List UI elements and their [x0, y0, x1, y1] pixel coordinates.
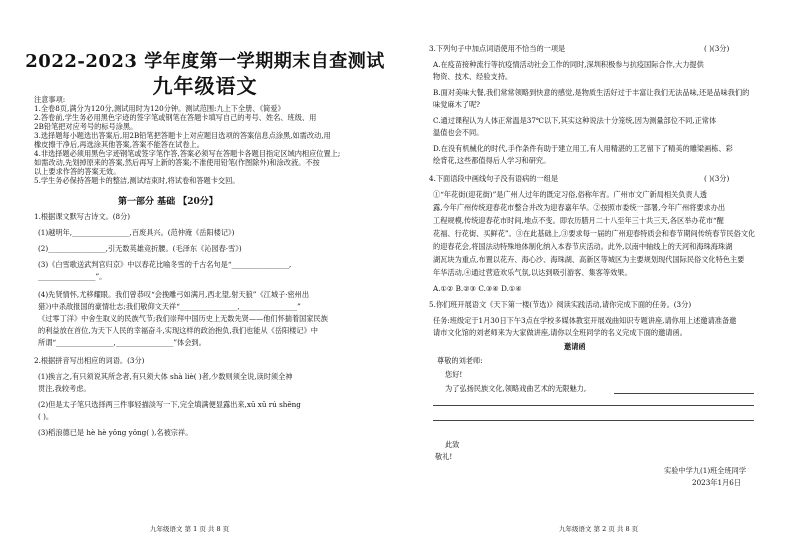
q4-score: ( )(3分) [704, 174, 730, 183]
q2-item: 贯注,我较考虑。 [38, 384, 91, 393]
q1-item: (3)《白雪歌送武判官归京》中以春花比喻冬雪的千古名句是“________________, [38, 260, 292, 269]
q1-item: 猎》)中杀敌报国的豪情壮志;我们敬仰文天祥“________________,________________” [38, 302, 301, 311]
q3-option: 绘背花,这些都值得后人学习和研究。 [433, 156, 551, 165]
letter-salutation: 尊敬的刘老师: [437, 356, 483, 365]
letter-close: 此致 [445, 440, 460, 449]
q2-item: (3)稻浪德已是 hè hè yǒng yǒng( ),名被宗祥。 [38, 428, 193, 437]
section-heading: 第一部分 基础 【20分】 [118, 197, 218, 207]
q3-score: ( )(3分) [704, 44, 730, 53]
q3-option: D.在没有机械化的时代,手作条件有助于建立用工,有人用精湛的工艺留下了精美的雕梁画栋、彩 [433, 144, 733, 153]
letter-answer-line[interactable] [433, 405, 754, 406]
q3-option: 温值也会不同。 [433, 128, 484, 137]
question-1: 1.根据课文默写古诗文。(8分) [34, 212, 131, 221]
letter-date: 2023年1月6日 [692, 478, 742, 487]
q3-option: A.在疫苗接种流行等抗疫情活动社会工作的同时,深圳积极参与抗疫国际合作,大力提供 [433, 60, 704, 69]
q4-options: A.①② B.②③ C.③④ D.①④ [433, 284, 522, 293]
question-4: 4.下面语段中画线句子没有语病的一组是 [429, 174, 559, 183]
page-footer: 九年级语文 第 1 页 共 8 页 [150, 525, 230, 533]
notice-line: 以上要求作答的答案无效。 [34, 167, 121, 176]
letter-answer-line[interactable] [614, 393, 754, 394]
question-3: 3.下列句子中加点词语使用不恰当的一项是 [429, 44, 566, 53]
q3-option: 物资、技术、经验支持。 [433, 72, 513, 81]
q1-item: (1)越明年,________________,百废具兴。(范仲淹《岳阳楼记》) [38, 228, 235, 237]
q1-item: (2)________________,引无数英雄竞折腰。(毛泽东《沁园春·雪》) [38, 244, 242, 253]
notice-line: 橡皮擦干净后,再选涂其他答案,答案不能答在试卷上。 [34, 140, 204, 149]
q2-item: (2)但是太子笔只选择两三件事轻描淡写一下,完全填满便显露出来,xū xū rú shēng [38, 400, 301, 409]
q5-task-line: 任务:班级定于1月30日下午3点在学校多媒体教室开展戏曲知识专题讲座,请你用上述邀请准备邀 [433, 316, 737, 325]
notice-line: 2B铅笔把对应考号的标号涂黑。 [34, 122, 138, 131]
letter-close: 敬礼! [435, 452, 453, 461]
letter-greeting: 您好! [445, 370, 463, 379]
q3-option: C.通过课程认为人体正常温是37℃以下,其实这种说法十分笼统,因为测量部位不同,正常体 [433, 116, 717, 125]
letter-title: 邀请函 [564, 342, 586, 351]
notice-line: 如需改动,先划掉原来的答案,然后再写上新的答案;不准使用铅笔(作图除外)和涂改液。不按 [34, 158, 320, 167]
q1-item: 的利益放在首位,为天下人民的幸福奋斗,实现这样的政治抱负,我们也能从《岳阳楼记》中 [38, 326, 318, 335]
q1-item: (4)先贤情怀,尤移耀眼。我们曾恭叹“会挽雕弓如满月,西北望,射天狼”《江城子·密州出 [38, 290, 310, 299]
q4-paragraph-line: 花福、行花街、买鲜花”。③在此基础上,③要求每一届的广州迎春特质会和春节期间传统春节民俗文化 [433, 229, 756, 238]
notice-line: 5.学生务必保持答题卡的整洁,测试结束时,将试卷和答题卡交回。 [34, 176, 240, 185]
notice-line: 2.答卷前,学生务必用黑色字迹的签字笔或钢笔在答题卡填写自己的考号、姓名、班级、用 [34, 113, 317, 122]
q2-item: (1)换言之,有只须说其所念者,有只须大体 shà liè( )者,少数则须全说,读时须全神 [38, 372, 293, 381]
exam-title: 2022-2023 学年度第一学期期末自查测试 [25, 51, 385, 72]
letter-body-start: 为了弘扬民族文化,领略戏曲艺术的无限魅力, [445, 384, 587, 393]
notice-line: 1.全卷8页,满分为120分,测试用时为120分钟。测试范围:九上下全册、《简爱》 [34, 104, 285, 113]
q4-paragraph-line: 年华活动,④通过营造欢乐气氛,以达到吸引游客、集客等效果。 [433, 268, 632, 277]
letter-signature: 实验中学九(1)班全班同学 [664, 466, 747, 475]
q3-option: B.面对美味大餐,我们常常领略到快意的感觉,是物质生活好过于丰富让我们无法品味,还是品味我们的 [433, 88, 750, 97]
q1-item: 所谓“________________,________________”体会到。 [38, 338, 206, 347]
q3-option: 味觉麻木了呢? [433, 100, 480, 109]
q4-paragraph-line: 的迎春花会,将国法动特殊地体制化纳入本春节庆活动。此外,以南中轴线上的天河和海珠海珠湖 [433, 242, 733, 251]
page-footer: 九年级语文 第 2 页 共 8 页 [559, 525, 639, 533]
q1-item: 《过零丁洋》中舍生取义的民族气节;我们崇拜中国历史上无数先贤——他们怀揣着国家民族 [38, 314, 328, 323]
q5-task-line: 请市文化馆的刘老师来为大家做讲座,请你以全班同学的名义完成下面的邀请函。 [433, 328, 687, 337]
notice-line: 3.选择题每小题选出答案后,用2B铅笔把答题卡上对应题目选项的答案信息点涂黑,如需改动,用 [34, 131, 331, 140]
notice-line: 4.非选择题必须用黑色字迹钢笔或签字笔作答,答案必须写在答题卡各题目指定区域内相应位置上; [34, 149, 341, 158]
notice-heading: 注意事项: [34, 95, 66, 104]
q4-paragraph-line: 工程规模,传统迎春花市时间,地点不变。即农历腊月二十八至年三十共三天,各区举办花市“醒 [433, 216, 724, 225]
q4-paragraph-line: 湖瓦块为重点,布置以花卉、海心沙、海珠湖、高新区等城区为主要规划现代国际民俗文化特色主要 [433, 255, 745, 264]
q4-paragraph-line: ①“年花街(迎花街)”是广州人过年的既定习俗,俗称年宵。广州市文广新局相关负责人透 [433, 190, 707, 199]
question-2: 2.根据拼音写出相应的词语。(3分) [34, 356, 145, 365]
q4-paragraph-line: 露,今年广州传统迎春花市整合并改为迎春嘉年华。②按照市委统一部署,今年广州将要求办出 [433, 203, 726, 212]
letter-answer-line[interactable] [433, 420, 754, 421]
q1-item: ________________”。 [38, 272, 107, 281]
exam-subtitle: 九年级语文 [152, 74, 258, 98]
q2-item: ( )。 [38, 412, 54, 421]
question-5: 5.你们班开展语文《天下第一楼(节选)》阅读实践活动,请你完成下面的任务。(3分) [429, 300, 692, 309]
